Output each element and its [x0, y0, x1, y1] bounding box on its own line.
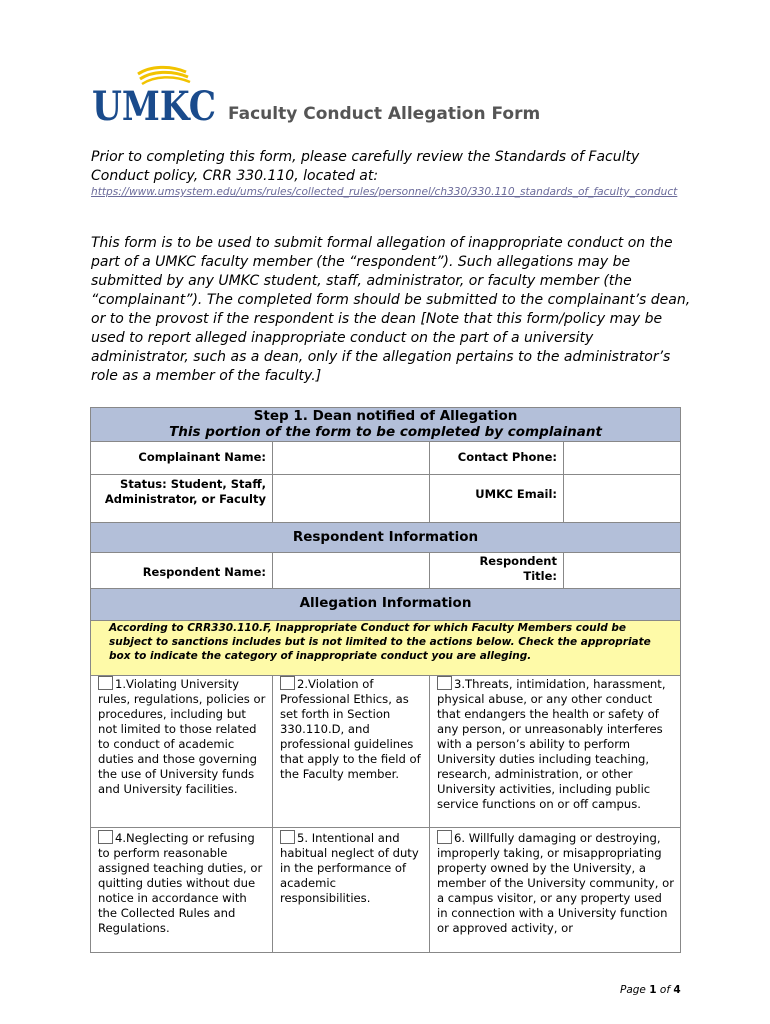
category-4-text: 4.Neglecting or refusing to perform reasonable assigned teaching duties, or quitting duties without due notice in accordance with the Collected Rules and Regulations.: [98, 831, 263, 935]
umkc-email-field[interactable]: [564, 475, 681, 523]
complainant-name-label: Complainant Name:: [91, 442, 273, 475]
form-purpose-notice: This form is to be used to submit formal allegation of inappropriate conduct on the part of a UMKC faculty member (the “respondent”). Such allegations may be submitted by any UMKC student, staff, administrator, or faculty member (the “complainant”). The completed form should be submitted to the complainant’s dean, or to the provost if the respondent is the dean [Note that this form/policy may be used to report alleged inappropriate conduct on the part of a university administrator, such as a dean, only if the allegation pertains to the administrator’s role as a member of the faculty.]: [91, 235, 691, 384]
allegation-instructions: According to CRR330.110.F, Inappropriate Conduct for which Faculty Members could be subject to sanctions includes but is not limited to the actions below. Check the appropriate box to indicate the category of inappropriate conduct you are alleging.: [91, 621, 681, 676]
respondent-name-field[interactable]: [273, 553, 430, 589]
status-label: Status: Student, Staff, Administrator, or Faculty: [91, 475, 273, 523]
page-total: 4: [673, 984, 681, 996]
page-number: 1: [649, 984, 657, 996]
category-2-cell: [273, 676, 430, 828]
allegation-form-table: [90, 407, 681, 953]
category-6-cell: [430, 828, 681, 953]
contact-phone-label: Contact Phone:: [430, 442, 564, 475]
page-footer: [620, 984, 681, 996]
respondent-section-header: Respondent Information: [91, 523, 681, 553]
allegation-section-header: Allegation Information: [91, 589, 681, 621]
complainant-name-field[interactable]: [273, 442, 430, 475]
category-5-cell: [273, 828, 430, 953]
step1-title: Step 1. Dean notified of Allegation: [253, 408, 518, 424]
form-title: Faculty Conduct Allegation Form: [228, 104, 541, 124]
respondent-title-field[interactable]: [564, 553, 681, 589]
category-3-cell: [430, 676, 681, 828]
category-3-checkbox[interactable]: [437, 676, 452, 690]
contact-phone-field[interactable]: [564, 442, 681, 475]
respondent-title-label: Respondent Title:: [430, 553, 564, 589]
category-2-checkbox[interactable]: [280, 676, 295, 690]
of-word: of: [659, 984, 671, 996]
page-word: Page: [620, 984, 646, 996]
umkc-logo-text: UMKC: [92, 83, 216, 130]
category-1-cell: [91, 676, 273, 828]
category-6-text: 6. Willfully damaging or destroying, improperly taking, or misappropriating property owned by the University, a member of the University community, or a campus visitor, or any property used in connection with a University function or approved activity, or: [437, 831, 675, 935]
respondent-name-label: Respondent Name:: [91, 553, 273, 589]
category-2-text: 2.Violation of Professional Ethics, as set forth in Section 330.110.D, and professional guidelines that apply to the field of the Faculty member.: [280, 677, 421, 781]
step1-subtitle: This portion of the form to be completed by complainant: [169, 424, 602, 440]
category-5-checkbox[interactable]: [280, 830, 295, 844]
intro-text: Prior to completing this form, please carefully review the Standards of Faculty Conduct policy, CRR 330.110, located at:: [91, 149, 640, 184]
umkc-logo: [90, 66, 218, 130]
policy-link[interactable]: https://www.umsystem.edu/ums/rules/collected_rules/personnel/ch330/330.110_standards_of_faculty_conduct: [91, 186, 678, 198]
category-6-checkbox[interactable]: [437, 830, 452, 844]
category-3-text: 3.Threats, intimidation, harassment, physical abuse, or any other conduct that endangers the health or safety of any person, or unreasonably interferes with a person’s ability to perform University duties including teaching, research, administration, or other University activities, including public service functions on or off campus.: [437, 677, 666, 811]
category-4-checkbox[interactable]: [98, 830, 113, 844]
category-5-text: 5. Intentional and habitual neglect of duty in the performance of academic responsibilities.: [280, 831, 419, 905]
step1-header: [91, 408, 681, 442]
category-1-checkbox[interactable]: [98, 676, 113, 690]
status-field[interactable]: [273, 475, 430, 523]
category-1-text: 1.Violating University rules, regulations, policies or procedures, including but not limited to those related to conduct of academic duties and those governing the use of University funds and University facilities.: [98, 677, 266, 796]
umkc-email-label: UMKC Email:: [430, 475, 564, 523]
category-4-cell: [91, 828, 273, 953]
